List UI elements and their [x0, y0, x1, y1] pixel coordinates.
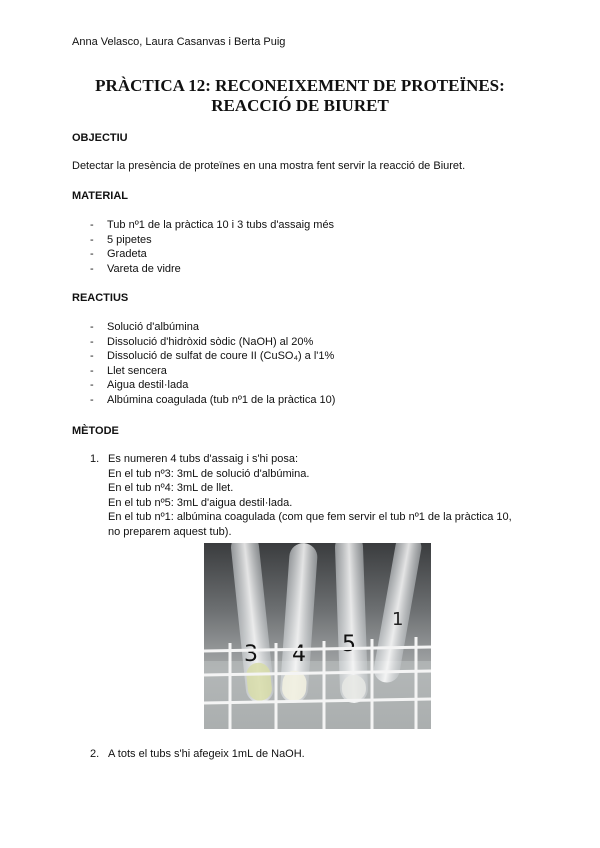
step-number: 2. — [90, 748, 100, 760]
tube-label: 5 — [342, 632, 356, 657]
list-item: - Gradeta — [90, 248, 147, 261]
list-item-text: Dissolució de sulfat de coure II (CuSO₄) a l'1% — [107, 350, 335, 363]
title-line-2: REACCIÓ DE BIURET — [211, 96, 389, 115]
objectiu-heading: OBJECTIU — [72, 132, 128, 144]
step-line: Es numeren 4 tubs d'assaig i s'hi posa: — [108, 453, 299, 465]
list-item-text: Vareta de vidre — [107, 262, 181, 275]
list-item: - Tub nº1 de la pràctica 10 i 3 tubs d'assaig més — [90, 219, 335, 231]
list-item: - 5 pipetes — [90, 233, 152, 246]
list-item-text: Albúmina coagulada (tub nº1 de la pràctica 10) — [107, 393, 336, 406]
tube-label: 4 — [292, 642, 306, 667]
tube-label: 3 — [244, 642, 258, 667]
list-item: - Llet sencera — [90, 364, 167, 377]
list-item: - Albúmina coagulada (tub nº1 de la pràctica 10) — [90, 393, 336, 406]
test-tubes-photo — [204, 543, 431, 729]
step-line: En el tub nº3: 3mL de solució d'albúmina. — [108, 467, 310, 480]
step-line: no preparem aquest tub). — [108, 525, 232, 538]
list-item-text: Gradeta — [107, 248, 147, 261]
reactius-list — [90, 320, 335, 408]
title-line-1: PRÀCTICA 12: RECONEIXEMENT DE PROTEÏNES: — [95, 76, 505, 95]
list-item: - Dissolució de sulfat de coure II (CuSO₄) a l'1% — [90, 350, 335, 363]
objectiu-text: Detectar la presència de proteïnes en una mostra fent servir la reacció de Biuret. — [72, 160, 466, 172]
list-item-text: Solució d'albúmina — [107, 321, 199, 333]
tube-label: 1 — [392, 609, 404, 630]
step-line: En el tub nº4: 3mL de llet. — [108, 482, 234, 495]
list-item: - Vareta de vidre — [90, 262, 181, 275]
page-title — [60, 76, 540, 116]
list-item-text: Llet sencera — [107, 364, 167, 377]
material-list — [90, 218, 334, 276]
list-item: - Dissolució d'hidròxid sòdic (NaOH) al 20% — [90, 335, 314, 348]
step-line: En el tub nº1: albúmina coagulada (com que fem servir el tub nº1 de la pràctica 10, — [108, 511, 512, 524]
authors-header: Anna Velasco, Laura Casanvas i Berta Puig — [72, 36, 286, 48]
metode-heading: MÈTODE — [72, 425, 119, 437]
step-line: A tots el tubs s'hi afegeix 1mL de NaOH. — [108, 748, 305, 760]
step-line: En el tub nº5: 3mL d'aigua destil·lada. — [108, 496, 293, 509]
step-number: 1. — [90, 453, 100, 465]
list-item-text: 5 pipetes — [107, 233, 152, 246]
list-item-text: Tub nº1 de la pràctica 10 i 3 tubs d'assaig més — [107, 219, 335, 231]
list-item-text: Dissolució d'hidròxid sòdic (NaOH) al 20% — [107, 335, 314, 348]
reactius-heading: REACTIUS — [72, 292, 129, 304]
material-heading: MATERIAL — [72, 190, 129, 202]
list-item-text: Aigua destil·lada — [107, 379, 189, 392]
list-item: - Solució d'albúmina — [90, 321, 199, 333]
list-item: - Aigua destil·lada — [90, 379, 189, 392]
